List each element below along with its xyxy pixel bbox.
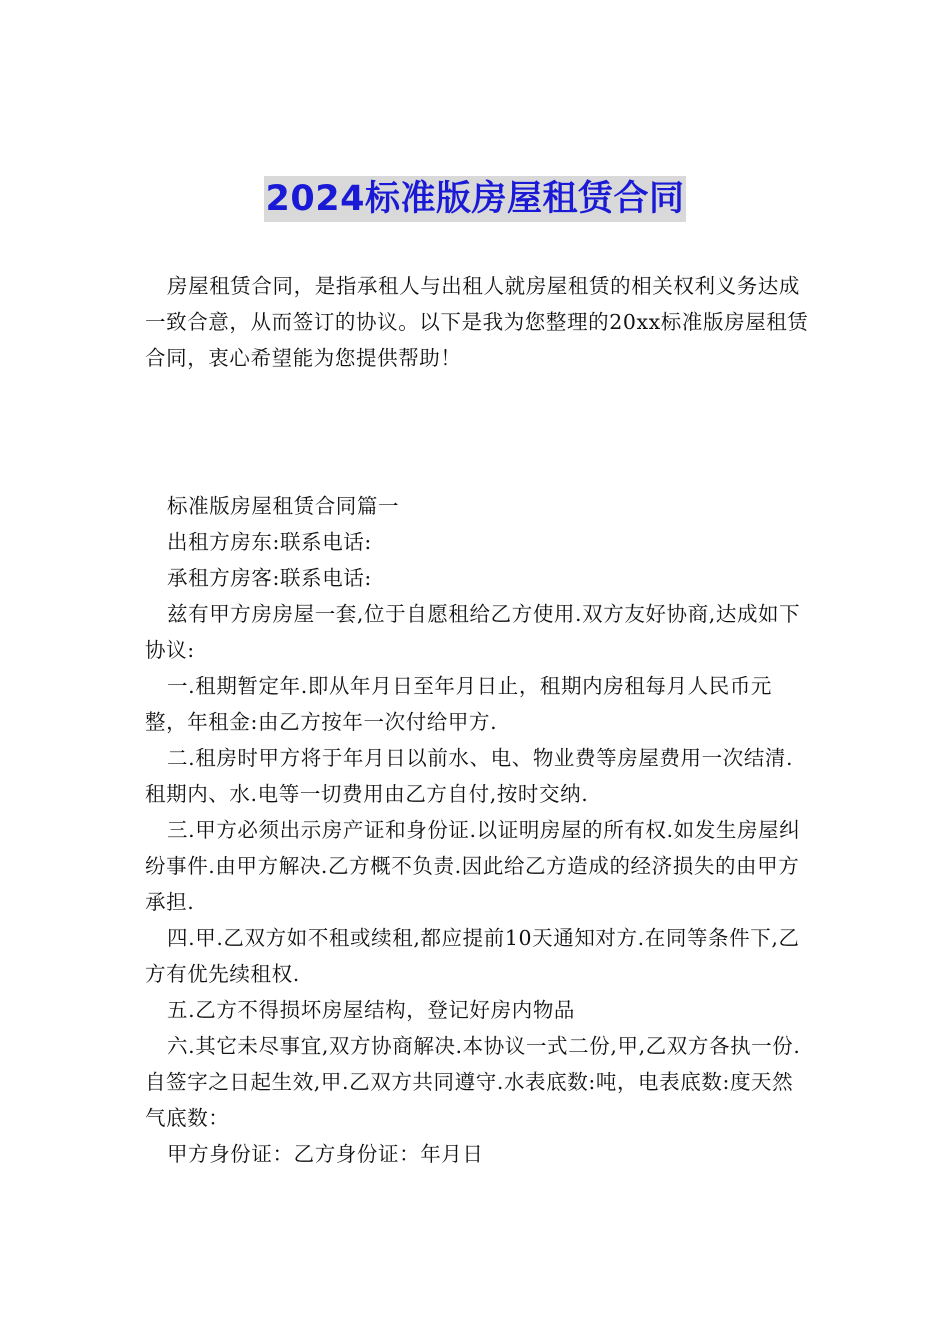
- clause-5: 五.乙方不得损坏房屋结构，登记好房内物品: [167, 998, 576, 1022]
- clause-1: 一.租期暂定年.即从年月日至年月日止，租期内房租每月人民币元整，年租金:由乙方按年一次付给甲方.: [145, 674, 773, 734]
- document-title: 2024标准版房屋租赁合同: [264, 176, 687, 222]
- clause-4: 四.甲.乙双方如不租或续租,都应提前10天通知对方.在同等条件下,乙方有优先续租权.: [145, 926, 800, 986]
- lessor-line: 出租方房东:联系电话:: [167, 530, 372, 554]
- intro-paragraph: 房屋租赁合同，是指承租人与出租人就房屋租赁的相关权利义务达成一致合意，从而签订的协议。以下是我为您整理的20xx标准版房屋租赁合同，衷心希望能为您提供帮助！: [145, 274, 809, 370]
- clause-2: 二.租房时甲方将于年月日以前水、电、物业费等房屋费用一次结清.租期内、水.电等一切费用由乙方自付,按时交纳.: [145, 746, 794, 806]
- lessee-line: 承租方房客:联系电话:: [167, 566, 372, 590]
- signature-line: 甲方身份证：乙方身份证：年月日: [167, 1142, 484, 1166]
- section-heading: 标准版房屋租赁合同篇一: [167, 494, 400, 518]
- preamble-paragraph: 兹有甲方房房屋一套,位于自愿租给乙方使用.双方友好协商,达成如下协议:: [145, 602, 801, 662]
- intro-paragraph-container: [145, 268, 810, 376]
- contract-body: [145, 488, 810, 1172]
- clause-6: 六.其它未尽事宜,双方协商解决.本协议一式二份,甲,乙双方各执一份.自签字之日起生效,甲.乙双方共同遵守.水表底数:吨，电表底数:度天然气底数：: [145, 1034, 801, 1130]
- clause-3: 三.甲方必须出示房产证和身份证.以证明房屋的所有权.如发生房屋纠纷事件.由甲方解决.乙方概不负责.因此给乙方造成的经济损失的由甲方承担.: [145, 818, 801, 914]
- title-container: [0, 176, 950, 222]
